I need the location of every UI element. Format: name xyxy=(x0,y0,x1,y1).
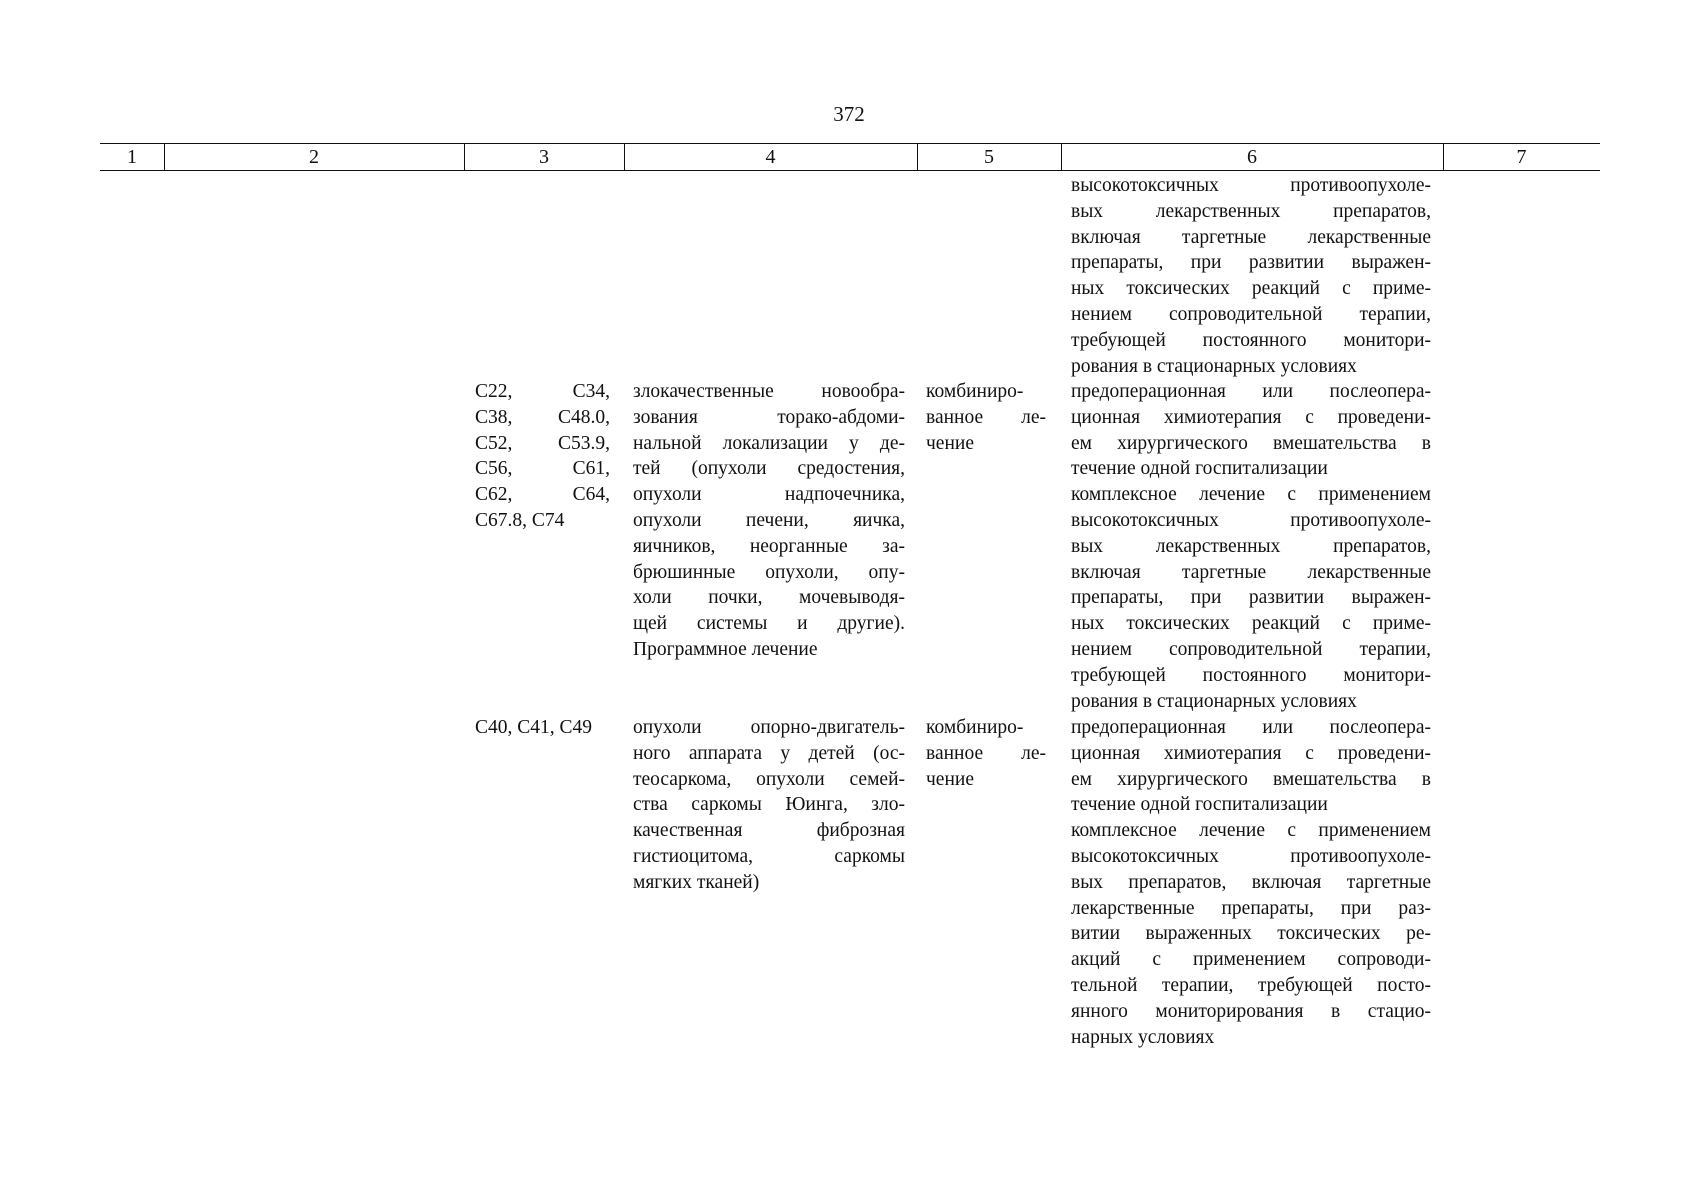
text-line: предоперационная или послеопера- xyxy=(1071,717,1431,738)
text-line: нением сопроводительной терапии, xyxy=(1071,638,1431,660)
text-line: нением сопроводительной терапии, xyxy=(1071,303,1431,325)
page-number: 372 xyxy=(833,102,865,126)
text-line: ционная химиотерапия с проведени- xyxy=(1071,406,1431,428)
text-line: высокотоксичных противоопухоле- xyxy=(1071,845,1431,867)
text-line: нальной локализации у де- xyxy=(633,432,905,454)
text-line: рования в стационарных условиях xyxy=(1071,355,1357,377)
text-line: тельной терапии, требующей посто- xyxy=(1071,974,1431,996)
text-line: ства саркомы Юинга, зло- xyxy=(633,794,905,816)
row-2-diagnosis-cell xyxy=(633,715,905,896)
text-line: ционная химиотерапия с проведени- xyxy=(1071,742,1431,764)
text-line: ных токсических реакций с приме- xyxy=(1071,613,1431,635)
text-line: рования в стационарных условиях xyxy=(1071,690,1357,712)
row-2-icd-codes-cell xyxy=(475,715,610,741)
text-line: опухоли печени, яичка, xyxy=(633,509,905,531)
column-header-1: 1 xyxy=(127,146,137,168)
row-1-icd-codes-cell xyxy=(475,379,610,534)
text-line: янного мониторирования в стацио- xyxy=(1071,1000,1431,1022)
text-line: C40, C41, C49 xyxy=(475,717,593,738)
row-1-diagnosis-cell xyxy=(633,379,905,663)
text-line: ванное ле- xyxy=(926,406,1046,428)
column-header-2: 2 xyxy=(309,146,319,168)
text-line: лекарственные препараты, при раз- xyxy=(1071,897,1431,919)
row-2-treatment-type-cell xyxy=(926,715,1046,792)
text-line: течение одной госпитализации xyxy=(1071,458,1328,480)
text-line: нарных условиях xyxy=(1071,1026,1215,1048)
text-line: мягких тканей) xyxy=(633,871,760,893)
column-header-4: 4 xyxy=(765,146,776,168)
text-line: вых препаратов, включая таргетные xyxy=(1071,871,1431,893)
text-line: чение xyxy=(926,432,974,454)
text-line: чение xyxy=(926,768,974,790)
text-line: брюшинные опухоли, опу- xyxy=(633,561,905,583)
text-line: требующей постоянного монитори- xyxy=(1071,664,1431,686)
text-line: комбиниро- xyxy=(926,381,1024,402)
text-line: опухоли надпочечника, xyxy=(633,484,905,506)
text-line: течение одной госпитализации xyxy=(1071,794,1328,816)
text-line: ных токсических реакций с приме- xyxy=(1071,278,1431,300)
text-line: комплексное лечение с применением xyxy=(1071,820,1431,842)
text-line: вых лекарственных препаратов, xyxy=(1071,535,1431,557)
column-header-7: 7 xyxy=(1516,146,1527,168)
text-line: опухоли опорно-двигатель- xyxy=(633,717,905,738)
row-2-treatment-method-cell xyxy=(1071,715,1431,1050)
row-1-treatment-method-cell xyxy=(1071,379,1431,714)
text-line: включая таргетные лекарственные xyxy=(1071,226,1431,248)
text-line: C56, C61, xyxy=(475,458,610,480)
text-line: качественная фиброзная xyxy=(633,820,905,842)
text-line: C52, C53.9, xyxy=(475,432,610,454)
text-line: требующей постоянного монитори- xyxy=(1071,329,1431,351)
column-header-5: 5 xyxy=(984,146,994,168)
column-header-6: 6 xyxy=(1247,146,1257,168)
text-line: ванное ле- xyxy=(926,742,1046,764)
text-line: препараты, при развитии выражен- xyxy=(1071,252,1431,274)
row-1-treatment-type-cell xyxy=(926,379,1046,456)
text-line: C22, C34, xyxy=(475,381,610,402)
text-line: ного аппарата у детей (ос- xyxy=(633,742,905,764)
text-line: ем хирургического вмешательства в xyxy=(1071,768,1431,790)
text-line: зования торако-абдоми- xyxy=(633,406,905,428)
text-line: витии выраженных токсических ре- xyxy=(1071,923,1431,945)
text-line: гистиоцитома, саркомы xyxy=(633,845,905,867)
text-line: предоперационная или послеопера- xyxy=(1071,381,1431,402)
text-line: включая таргетные лекарственные xyxy=(1071,561,1431,583)
text-line: вых лекарственных препаратов, xyxy=(1071,200,1431,222)
text-line: злокачественные новообра- xyxy=(633,381,905,402)
text-line: холи почки, мочевыводя- xyxy=(633,587,905,609)
text-line: высокотоксичных противоопухоле- xyxy=(1071,175,1431,196)
text-line: препараты, при развитии выражен- xyxy=(1071,587,1431,609)
table-column-header xyxy=(100,143,1600,171)
text-line: Программное лечение xyxy=(633,638,818,660)
column-header-3: 3 xyxy=(539,146,549,168)
row-0-treatment-cell xyxy=(1071,173,1431,379)
text-line: акций с применением сопроводи- xyxy=(1071,949,1431,971)
text-line: C62, C64, xyxy=(475,484,610,506)
text-line: комплексное лечение с применением xyxy=(1071,484,1431,506)
text-line: теосаркома, опухоли семей- xyxy=(633,768,905,790)
text-line: комбиниро- xyxy=(926,717,1024,738)
text-line: C67.8, C74 xyxy=(475,509,565,531)
text-line: яичников, неорганные за- xyxy=(633,535,905,557)
text-line: тей (опухоли средостения, xyxy=(633,458,905,480)
text-line: высокотоксичных противоопухоле- xyxy=(1071,509,1431,531)
text-line: ем хирургического вмешательства в xyxy=(1071,432,1431,454)
text-line: щей системы и другие). xyxy=(633,613,905,635)
text-line: C38, C48.0, xyxy=(475,406,610,428)
